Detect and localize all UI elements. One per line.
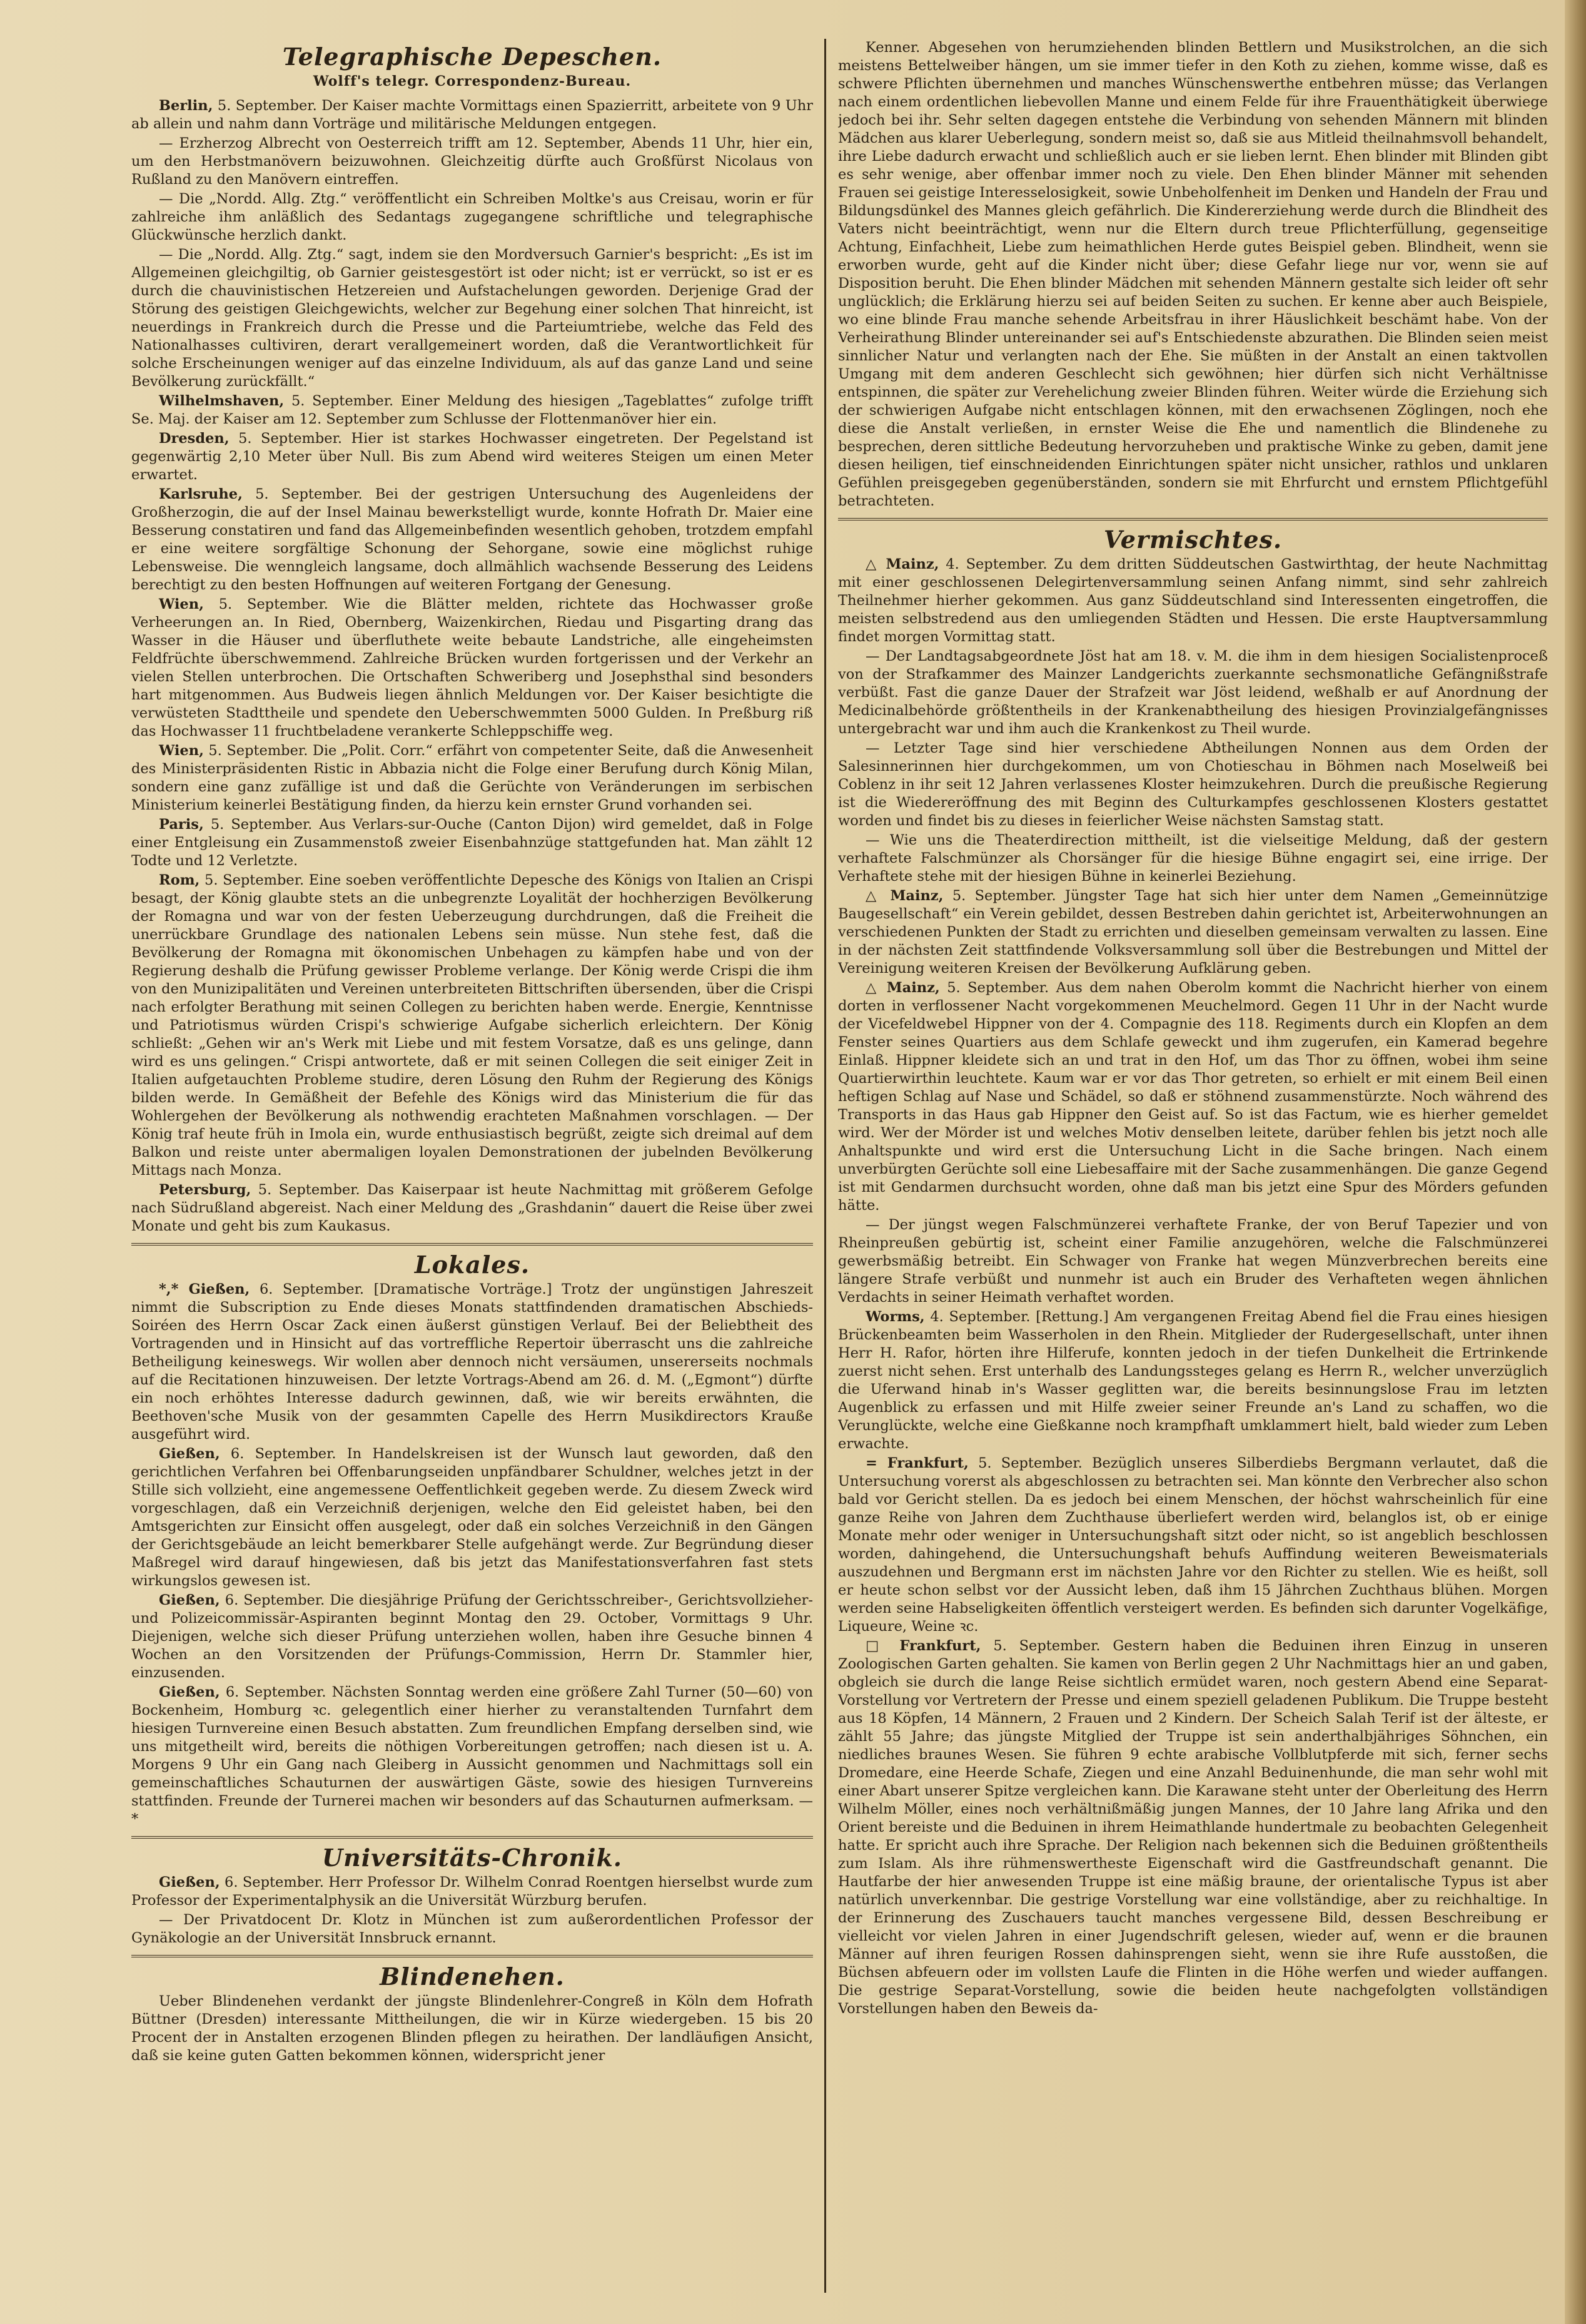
article-text: — Die „Nordd. Allg. Ztg.“ veröffentlicht ein Schreiben Moltke's aus Creisau, worin er für zahlreiche ihm anläßlich des Sedantags zugegangene schriftliche und telegraphische Glückwünsche herzlich dankt. xyxy=(131,191,813,243)
article-paragraph xyxy=(131,1281,813,1444)
divider xyxy=(131,1955,813,1957)
section-heading-telegraphic: Telegraphische Depeschen. xyxy=(282,43,662,71)
left-column xyxy=(131,39,813,2293)
dateline-place: Wien, xyxy=(159,743,204,759)
dateline-place: Karlsruhe, xyxy=(159,486,243,502)
divider xyxy=(131,1836,813,1839)
article-paragraph xyxy=(838,979,1548,1215)
section-heading-university: Universitäts-Chronik. xyxy=(321,1844,623,1872)
article-paragraph xyxy=(838,1637,1548,2018)
dateline-place: Paris, xyxy=(159,816,204,833)
article-paragraph xyxy=(838,39,1548,510)
dateline-place: △ Mainz, xyxy=(866,888,944,904)
page-edge xyxy=(1565,0,1586,2324)
dateline-place: △ Mainz, xyxy=(866,556,939,572)
divider xyxy=(838,518,1548,520)
article-paragraph xyxy=(131,871,813,1180)
dateline-place: *,* Gießen, xyxy=(159,1281,250,1297)
article-text: Kenner. Abgesehen von herumziehenden blinden Bettlern und Musikstrolchen, an die sich meistens Bettelweiber hängen, um sie immer tiefer in den Koth zu ziehen, komme wisse, daß es schwere Pflichten übernehmen und manches Wünschenswerthe entbehren müsse; das Verlangen nach einem ordentlichen liebevollen Manne und einem Felde für ihre Frauenthätigkeit überwiege jedoch bei ihr. Sehr selten dagegen entstehe die Verbindung von sehenden Männern mit blinden Mädchen aus klarer Ueberlegung, sondern meist so, daß sie aus Mitleid theilnahmsvoll behandelt, ihre Liebe dadurch erwacht und schließlich auch er sie lieben lernt. Ehen blinder mit Blinden gibt es sehr wenige, aber offenbar immer noch zu viele. Den Ehen blinder Männer mit sehenden Frauen sei geistige Interesselosigkeit, sowie Unbeholfenheit im Denken und Handeln der Frau und Bildungsdünkel des Mannes gleich gefährlich. Die Kindererziehung werde durch die Blindheit des Vaters nicht beeinträchtigt, wenn nur die Eltern durch treue Pflichterfüllung, gegenseitige Achtung, Einfachheit, Liebe zum heimathlichen Herde gutes Beispiel geben. Blindheit, wenn sie erworben wurde, geht auf die Kinder nicht über; diese Gefahr liege nur vor, wenn sie auf Disposition beruht. Die Ehen blinder Mädchen mit sehenden Männern gestalte sich leider oft sehr unglücklich; die Erklärung hierzu sei auf beiden Seiten zu suchen. Er kenne aber auch Beispiele, wo eine blinde Frau manche sehende Arbeitsfrau in ihrer Häuslichkeit beschämt habe. Von der Verheirathung Blinder untereinander sei auf's Entschiedenste abzurathen. Die Blinden seien meist sinnlicher Natur und verlangten nach der Ehe. Sie müßten in der Anstalt an einen taktvollen Umgang mit dem anderen Geschlecht sich gewöhnen; hier dürfen sich nicht Verhältnisse entspinnen, die später zur Verehelichung zweier Blinden führen. Weiter würde die Erziehung sich der schwierigen Aufgabe nicht entschlagen können, mit den erwachsenen Zöglingen, noch ehe diese die Anstalt verließen, in ernster Weise die Ehe und namentlich die Blindenehe zu besprechen, deren sittliche Bedeutung hervorzuheben und praktische Winke zu geben, damit jene diesen heiligen, tief einschneidenden Einrichtungen später nicht unsicher, rathlos und unklaren Gefühlen preisgegeben gegenüberständen, sondern sie mit Ehrfurcht und ernstem Pflichtgefühl betrachteten. xyxy=(838,39,1548,509)
article-paragraph xyxy=(131,816,813,870)
article-text: — Der Landtagsabgeordnete Jöst hat am 18. v. M. die ihm in dem hiesigen Socialistenproceß von der Strafkammer des Mainzer Landgerichts zuerkannte sechsmonatliche Gefängnißstrafe verbüßt. Fast die ganze Dauer der Strafzeit war Jöst leidend, weßhalb er auf Anordnung der Medicinalbehörde größtentheils in der Krankenabtheilung des hiesigen Provinzialgefängnisses untergebracht war und ihm auch die Krankenkost zu Theil wurde. xyxy=(838,648,1548,737)
dateline-place: Worms, xyxy=(866,1309,925,1325)
article-text: — Letzter Tage sind hier verschiedene Abtheilungen Nonnen aus dem Orden der Salesinnerinnen hier durchgekommen, um von Chotieschau in Böhmen nach Moselweiß bei Coblenz in ihr seit 12 Jahren verlassenes Kloster heimzukehren. Durch die preußische Regierung ist die Wiedereröffnung des mit Beginn des Culturkampfes geschlossenen Klosters gestattet worden und findet bis zu dieses in feierlicher Weise nächsten Samstag statt. xyxy=(838,740,1548,829)
article-paragraph xyxy=(131,1683,813,1829)
article-paragraph xyxy=(838,831,1548,886)
dateline-place: Gießen, xyxy=(159,1446,220,1462)
vermischtes-list xyxy=(838,556,1548,2018)
blindenehen-list xyxy=(131,1992,813,2065)
lokales-list xyxy=(131,1281,813,1829)
article-paragraph xyxy=(131,190,813,245)
article-text: 5. September. Die „Polit. Corr.“ erfährt von competenter Seite, daß die Anwesenheit des Ministerpräsidenten Ristic in Abbazia nicht die Folge einer Berufung durch König Milan, sondern eine ganz zufällige ist und daß die Gerüchte von Veränderungen im serbischen Ministerium keinerlei Bestätigung finden, da hierzu kein ernster Grund vorhanden sei. xyxy=(131,743,813,813)
article-paragraph xyxy=(131,1445,813,1590)
dateline-place: Wilhelmshaven, xyxy=(159,393,285,409)
article-text: 5. September. Jüngster Tage hat sich hier unter dem Namen „Gemeinnützige Baugesellschaft“ ein Verein gebildet, dessen Bestreben dahin gerichtet ist, Arbeiterwohnungen an verschiedenen Punkten der Stadt zu errichten und dieselben gemeinsam verwalten zu lassen. Eine in der nächsten Zeit stattfindende Volksversammlung soll über die Bestrebungen und Mittel der Vereinigung weiteren Kreisen der Bevölkerung Aufklärung geben. xyxy=(838,888,1548,977)
article-paragraph xyxy=(131,742,813,814)
article-paragraph xyxy=(131,1992,813,2065)
article-text: 6. September. In Handelskreisen ist der Wunsch laut geworden, daß den gerichtlichen Verfahren bei Offenbarungseiden unpfändbarer Schuldner, welches jetzt in der Stille sich vollzieht, eine angemessene Oeffentlichkeit gegeben werde. Zu diesem Zweck wird vorgeschlagen, daß ein Verzeichniß derjenigen, welche den Eid geleistet haben, bei den Amtsgerichten zur Einsicht offen ausgelegt, oder daß ein solches Verzeichniß in den Gängen der Gerichtsgebäude an leicht bemerkbarer Stelle aufgehängt werde. Zur Begründung dieser Maßregel wird darauf hingewiesen, daß bis jetzt das Manifestationsverfahren fast stets wirkungslos gewesen ist. xyxy=(131,1446,813,1589)
article-text: 5. September. Bei der gestrigen Untersuchung des Augenleidens der Großherzogin, die auf der Insel Mainau bewerkstelligt wurde, konnte Hofrath Dr. Maier eine Besserung constatiren und fand das Allgemeinbefinden wesentlich gehoben, trotzdem empfahl er eine weitere sorgfältige Schonung der Sehorgane, sowie eine möglichst ruhige Lebensweise. Die wenngleich langsame, doch allmählich wachsende Besserung des Leidens berechtigt zu den besten Hoffnungen auf weiteren Fortgang der Genesung. xyxy=(131,486,813,593)
article-paragraph xyxy=(131,1591,813,1682)
article-paragraph xyxy=(838,1454,1548,1636)
article-paragraph xyxy=(838,739,1548,830)
dateline-place: Gießen, xyxy=(159,1874,220,1890)
article-paragraph xyxy=(131,1911,813,1947)
dateline-place: Wien, xyxy=(159,596,204,612)
article-text: 5. September. Wie die Blätter melden, richtete das Hochwasser große Verheerungen an. In Ried, Obernberg, Waizenkirchen, Riedau und Pisgarting drang das Wasser in die Häuser und überfluthete weite bebaute Landstriche, alle eingeheimsten Feldfrüchte überschwemmend. Zahlreiche Brücken wurden fortgerissen und der Verkehr an vielen Stellen unterbrochen. Die Ortschaften Schweriberg und Josephsthal sind besonders hart mitgenommen. Aus Budweis liegen ähnlich Meldungen vor. Der Kaiser besichtigte die verwüsteten Stadttheile und spendete den Ueberschwemmten 5000 Gulden. In Preßburg riß das Hochwasser 11 fruchtbeladene verankerte Schleppschiffe weg. xyxy=(131,596,813,739)
article-text: 4. September. [Rettung.] Am vergangenen Freitag Abend fiel die Frau eines hiesigen Brückenbeamten beim Wasserholen in den Rhein. Mitglieder der Rudergesellschaft, unter ihnen Herr H. Rafor, hörten ihre Hilferufe, konnten jedoch in der tiefen Dunkelheit die Ertrinkende zuerst nicht sehen. Erst unterhalb des Landungssteges gelang es Herrn R., welcher unverzüglich die Uferwand hinab in's Wasser geglitten war, die bereits besinnungslose Frau im letzten Augenblick zu erfassen und mit Hilfe zweier seiner Freunde an's Land zu schaffen, wo die Verunglückte, welche eine Gießkanne noch krampfhaft umklammert hielt, bald wieder zum Leben erwachte. xyxy=(838,1309,1548,1452)
article-paragraph xyxy=(838,1308,1548,1453)
dispatch-list xyxy=(131,97,813,1236)
section-heading-vermischtes: Vermischtes. xyxy=(1103,525,1283,554)
article-text: 4. September. Zu dem dritten Süddeutschen Gastwirthtag, der heute Nachmittag mit einer geschlossenen Delegirtenversammlung seinen Anfang nimmt, sind sehr zahlreich Theilnehmer hierher gekommen. Aus ganz Süddeutschland sind Interessenten eingetroffen, die meisten selbstredend aus den umliegenden Städten und Hessen. Die erste Hauptversammlung findet morgen Vormittag statt. xyxy=(838,556,1548,645)
university-list xyxy=(131,1874,813,1947)
article-paragraph xyxy=(131,392,813,429)
article-paragraph xyxy=(131,134,813,189)
dateline-place: □ Frankfurt, xyxy=(866,1638,981,1654)
article-text: 5. September. Bezüglich unseres Silberdiebs Bergmann verlautet, daß die Untersuchung vorerst als abgeschlossen zu betrachten sei. Man könnte den Verbrecher also schon bald vor Gericht stellen. Da es jedoch bei einem Menschen, der höchst wahrscheinlich für eine ganze Reihe von Jahren dem Zuchthause überliefert werden wird, belanglos ist, ob er einige Monate mehr oder weniger in Untersuchungshaft sitzt oder nicht, so ist angeblich beschlossen worden, dahingehend, die Untersuchungshaft behufs Auffindung weiteren Beweismaterials auszudehnen und Bergmann erst im nächsten Jahre vor den Richter zu stellen. Wie es heißt, soll er heute schon selbst vor der Aussicht leben, daß ihm 15 Jährchen Zuchthaus blühen. Morgen werden seine Habseligkeiten öffentlich versteigert werden. Es befinden sich darunter Vogelkäfige, Liqueure, Weine ꝛc. xyxy=(838,1455,1548,1635)
article-text: 6. September. Die diesjährige Prüfung der Gerichtsschreiber-, Gerichtsvollzieher- und Polizeicommissär-Aspiranten beginnt Montag den 29. October, Vormittags 9 Uhr. Diejenigen, welche sich dieser Prüfung unterziehen wollen, haben ihre Gesuche binnen 4 Wochen an den Vorsitzenden der Prüfungs-Commission, Herrn Dr. Stammler hier, einzusenden. xyxy=(131,1592,813,1681)
right-column xyxy=(838,39,1548,2293)
column-rule xyxy=(824,39,826,2293)
section-heading-lokales: Lokales. xyxy=(414,1251,530,1279)
article-text: — Der Privatdocent Dr. Klotz in München ist zum außerordentlichen Professor der Gynäkologie an der Universität Innsbruck ernannt. xyxy=(131,1912,813,1946)
article-text: Ueber Blindenehen verdankt der jüngste Blindenlehrer-Congreß in Köln dem Hofrath Büttner (Dresden) interessante Mittheilungen, die wir in Kürze wiedergeben. 15 bis 20 Procent der in Anstalten erzogenen Blinden pflegen zu heirathen. Der landläufigen Ansicht, daß sie keine guten Gatten bekommen können, widerspricht jener xyxy=(131,1993,813,2064)
dateline-place: Dresden, xyxy=(159,430,230,447)
article-text: 5. September. Der Kaiser machte Vormittags einen Spazierritt, arbeitete von 9 Uhr ab allein und nahm dann Vorträge und militärische Meldungen entgegen. xyxy=(131,98,813,132)
article-paragraph xyxy=(131,1181,813,1236)
article-text: — Der jüngst wegen Falschmünzerei verhaftete Franke, der von Beruf Tapezier und von Rheinpreußen gebürtig ist, scheint einer Familie anzugehören, welche die Falschmünzerei gewerbsmäßig betreibt. Ein Schwager von Franke hat wegen Münzverbrechen bereits eine längere Strafe verbüßt und nunmehr ist auch ein Bruder des Verhafteten wegen ähnlichen Verdachts in seiner Heimath verhaftet worden. xyxy=(838,1217,1548,1306)
divider xyxy=(131,1243,813,1246)
article-text: — Erzherzog Albrecht von Oesterreich trifft am 12. September, Abends 11 Uhr, hier ein, um den Herbstmanövern beizuwohnen. Gleichzeitig dürfte auch Großfürst Nicolaus von Rußland zu den Manövern eintreffen. xyxy=(131,135,813,188)
article-text: 5. September. Aus dem nahen Oberolm kommt die Nachricht hierher von einem dorten in verflossener Nacht vorgekommenen Meuchelmord. Gegen 11 Uhr in der Nacht wurde der Vicefeldwebel Hippner von der 4. Compagnie des 118. Regiments durch ein Klopfen an dem Fenster seines Quartiers aus dem Schlafe geweckt und ihm zugerufen, ein Kamerad begehre Einlaß. Hippner kleidete sich an und trat in den Hof, um das Thor zu öffnen, wobei ihm seine Quartierwirthin leuchtete. Kaum war er vor das Thor getreten, so erhielt er mit einem Beil einen heftigen Schlag auf Nase und Schädel, so daß er stöhnend zusammenstürzte. Noch während des Transports in das Haus gab Hippner den Geist auf. So ist das Factum, wie es hierher gemeldet wird. Wer der Mörder ist und welches Motiv denselben leitete, darüber fehlen bis jetzt noch alle Anhaltspunkte und wird erst die Untersuchung Licht in die Sache bringen. Nach einem unverbürgten Gerüchte soll eine Liebesaffaire mit der Sache zusammenhängen. Die ganze Gegend ist mit Gendarmen durchsucht worden, ohne daß man bis jetzt eine Spur des Mörders gefunden hätte. xyxy=(838,980,1548,1214)
article-text: 5. September. Das Kaiserpaar ist heute Nachmittag mit größerem Gefolge nach Südrußland abgereist. Nach einer Meldung des „Grashdanin“ dauert die Reise über zwei Monate und geht bis zum Kaukasus. xyxy=(131,1182,813,1234)
dateline-place: Petersburg, xyxy=(159,1182,251,1198)
dateline-place: = Frankfurt, xyxy=(866,1455,969,1471)
article-text: 5. September. Einer Meldung des hiesigen „Tageblattes“ zufolge trifft Se. Maj. der Kaiser am 12. September zum Schlusse der Flottenmanöver hier ein. xyxy=(131,393,813,427)
article-text: 6. September. Herr Professor Dr. Wilhelm Conrad Roentgen hierselbst wurde zum Professor der Experimentalphysik an die Universität Würzburg berufen. xyxy=(131,1874,813,1909)
article-paragraph xyxy=(131,1874,813,1910)
article-text: 6. September. Nächsten Sonntag werden eine größere Zahl Turner (50—60) von Bockenheim, Homburg ꝛc. gelegentlich einer hierher zu veranstaltenden Turnfahrt dem hiesigen Turnvereine einen Besuch abstatten. Zum freundlichen Empfang derselben sind, wie uns mitgetheilt wird, bereits die nöthigen Vorbereitungen getroffen; nach diesen ist u. A. Morgens 9 Uhr ein Gang nach Gleiberg in Aussicht genommen und Nachmittags soll ein gemeinschaftliches Schauturnen der auswärtigen Gäste, sowie des hiesigen Turnvereins stattfinden. Freunde der Turnerei machen wir besonders auf das Schauturnen aufmerksam. —* xyxy=(131,1684,813,1827)
article-paragraph xyxy=(131,430,813,484)
article-paragraph xyxy=(131,485,813,594)
article-text: 5. September. Hier ist starkes Hochwasser eingetreten. Der Pegelstand ist gegenwärtig 2,10 Meter über Null. Bis zum Abend wird weiteres Steigen um einen Meter erwartet. xyxy=(131,430,813,483)
article-text: — Wie uns die Theaterdirection mittheilt, ist die vielseitige Meldung, daß der gestern verhaftete Falschmünzer als Chorsänger für die hiesige Bühne engagirt sei, eine irrige. Der Verhaftete stehe mit der hiesigen Bühne in keinerlei Beziehung. xyxy=(838,832,1548,885)
section-heading-blindenehen: Blindenehen. xyxy=(380,1962,565,1991)
article-paragraph xyxy=(131,596,813,741)
article-paragraph xyxy=(838,556,1548,646)
article-text: — Die „Nordd. Allg. Ztg.“ sagt, indem sie den Mordversuch Garnier's bespricht: „Es ist im Allgemeinen gleichgiltig, ob Garnier geistesgestört ist oder nicht; ist er verrückt, so ist er es durch die chauvinistischen Hetzereien und Aufstachelungen geworden. Derjenige Grad der Störung des geistigen Gleichgewichts, welcher zur Begehung einer solchen That hinreicht, ist neuerdings in Frankreich durch die Presse und die Parteiumtriebe, welche das Feld des Nationalhasses cultiviren, derart verallgemeinert worden, daß die Verantwortlichkeit für solche Erscheinungen weniger auf das einzelne Individuum, als auf das ganze Land und seine Bevölkerung zurückfällt.“ xyxy=(131,246,813,390)
article-paragraph xyxy=(131,246,813,391)
article-text: 6. September. [Dramatische Vorträge.] Trotz der ungünstigen Jahreszeit nimmt die Subscription zu Ende dieses Monats stattfindenden dramatischen Abschieds-Soiréen des Herrn Oscar Zack einen äußerst günstigen Verlauf. Bei der Beliebtheit des Vortragenden und in Hinsicht auf das vortreffliche Repertoir überrascht uns die zahlreiche Betheiligung keineswegs. Wir wollen aber dennoch nicht versäumen, unsererseits nochmals auf die Recitationen hinzuweisen. Der letzte Vortrags-Abend am 26. d. M. („Egmont“) dürfte ein noch erhöhtes Interesse dadurch gewinnen, daß, wie wir bereits erwähnten, die Beethoven'sche Musik von der gesammten Capelle des Herrn Musikdirectors Krauße ausgeführt wird. xyxy=(131,1281,813,1443)
article-paragraph xyxy=(838,647,1548,738)
article-paragraph xyxy=(838,887,1548,978)
article-text: 5. September. Aus Verlars-sur-Ouche (Canton Dijon) wird gemeldet, daß in Folge einer Entgleisung ein Zusammenstoß zweier Eisenbahnzüge stattgefunden hat. Man zählt 12 Todte und 12 Verletzte. xyxy=(131,816,813,869)
dateline-place: Gießen, xyxy=(159,1592,220,1608)
article-paragraph xyxy=(131,97,813,133)
article-paragraph xyxy=(838,1216,1548,1307)
dateline-place: Berlin, xyxy=(159,98,213,114)
article-text: 5. September. Gestern haben die Beduinen ihren Einzug in unseren Zoologischen Garten gehalten. Sie kamen von Berlin gegen 2 Uhr Nachmittags hier an und gaben, obgleich sie durch die lange Reise sichtlich ermüdet waren, noch gestern Abend eine Separat-Vorstellung vor Vertretern der Presse und einem speziell geladenen Publikum. Die Truppe besteht aus 18 Köpfen, 14 Männern, 2 Frauen und 2 Kindern. Der Scheich Salah Terif ist der älteste, er zählt 55 Jahre; das jüngste Mitglied der Truppe ist sein anderthalbjähriges Söhnchen, ein niedliches braunes Wesen. Sie führen 9 echte arabische Vollblutpferde mit sich, ferner sechs Dromedare, eine Heerde Schafe, Ziegen und eine Anzahl Beduinenhunde, die man sehr wohl mit einer Abart unserer Spitze vergleichen kann. Die Karawane steht unter der Oberleitung des Herrn Wilhelm Möller, eines noch verhältnißmäßig jungen Mannes, der 10 Jahre lang Afrika und den Orient bereiste und die Beduinen in ihrem Heimathlande hundertmale zu beobachten Gelegenheit hatte. Er spricht auch ihre Sprache. Der Religion nach bekennen sich die Beduinen größtentheils zum Islam. Als ihre rühmenswertheste Eigenschaft wird die Gastfreundschaft genannt. Die Hautfarbe der hier anwesenden Truppe ist eine mäßig braune, der orientalische Typus ist aber natürlich unverkennbar. Die gestrige Vorstellung war eine vollständige, aber zu reichhaltige. In der Erinnerung des Zuschauers taucht manches vergessene Bild, dessen Beschreibung er vielleicht vor vielen Jahren in einer Jugendschrift gelesen, wieder auf, wenn er die braunen Männer auf ihren feurigen Rossen dahinsprengen sieht, wenn sie ihre Rufe ausstoßen, die Büchsen abfeuern oder im vollsten Laufe die Flinten in die Höhe werfen und wieder auffangen. Die gestrige Separat-Vorstellung, sowie die beiden heute nachgefolgten vollständigen Vorstellungen haben den Beweis da- xyxy=(838,1638,1548,2017)
blindenehen-continued xyxy=(838,39,1548,510)
dateline-place: Rom, xyxy=(159,872,200,888)
dateline-place: △ Mainz, xyxy=(866,980,940,996)
subheading-bureau: Wolff's telegr. Correspondenz-Bureau. xyxy=(313,73,632,89)
article-text: 5. September. Eine soeben veröffentlichte Depesche des Königs von Italien an Crispi besagt, der König glaubte stets an die unbegrenzte Loyalität der hochherzigen Bevölkerung der Romagna und war von der festen Ueberzeugung durchdrungen, daß die Freiheit die unerrückbare Grundlage des nationalen Lebens sein müsse. Nun stehe fest, daß die Bevölkerung der Romagna mit ökonomischen Unbehagen zu kämpfen habe und von der Regierung deshalb die Prüfung gewisser Probleme verlange. Der König werde Crispi die ihm von den Munizipalitäten und Vereinen unterbreiteten Bittschriften übersenden, über die Crispi nach erfolgter Berathung mit seinen Collegen zu berichten haben werde. Energie, Kenntnisse und Patriotismus würden Crispi's schwierige Aufgabe sicherlich erleichtern. Der König schließt: „Gehen wir an's Werk mit Liebe und mit festem Vorsatze, daß es uns gelinge, dann wird es uns gelingen.“ Crispi antwortete, daß er mit seinen Collegen die seit einiger Zeit in Italien aufgetauchten Probleme studire, deren Lösung den Ruhm der Regierung des Königs bilden werde. In Gemäßheit der Befehle des Königs wird das Ministerium die für das Wohlergehen der Bevölkerung als nothwendig erachteten Maßnahmen vorschlagen. — Der König traf heute früh in Imola ein, wurde enthusiastisch begrüßt, zeigte sich dreimal auf dem Balkon und reiste unter abermaligen loyalen Demonstrationen der jubelnden Bevölkerung Mittags nach Monza. xyxy=(131,872,813,1179)
dateline-place: Gießen, xyxy=(159,1684,220,1700)
